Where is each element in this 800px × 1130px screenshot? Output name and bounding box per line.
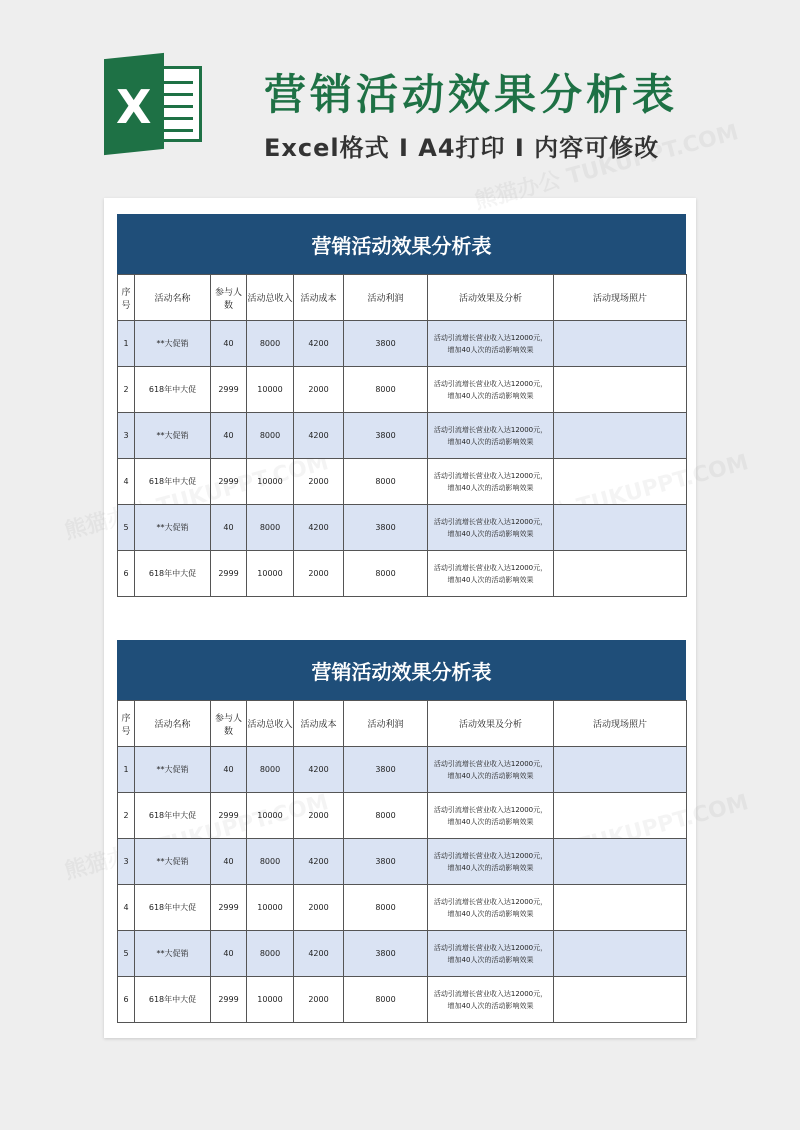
cell-cost[interactable]: 4200 (294, 839, 344, 885)
cell-participants[interactable]: 2999 (211, 367, 247, 413)
column-header-photo: 活动现场照片 (554, 701, 687, 747)
cell-income[interactable]: 8000 (247, 931, 294, 977)
sheet-title: 营销活动效果分析表 (117, 214, 686, 274)
table-header-row (118, 701, 687, 747)
page-title: 营销活动效果分析表 (264, 70, 679, 119)
cell-income[interactable]: 8000 (247, 747, 294, 793)
analysis-sheet-2 (117, 640, 686, 1023)
analysis-table (117, 274, 687, 597)
cell-profit[interactable]: 8000 (344, 459, 428, 505)
sheet-title: 营销活动效果分析表 (117, 640, 686, 700)
cell-cost[interactable]: 2000 (294, 551, 344, 597)
column-header-seq: 序号 (118, 275, 135, 321)
excel-logo-letter: X (116, 80, 152, 134)
table-row (118, 839, 687, 885)
analysis-sheet-1 (117, 214, 686, 597)
cell-seq[interactable]: 2 (118, 367, 135, 413)
cell-participants[interactable]: 2999 (211, 459, 247, 505)
cell-seq[interactable]: 2 (118, 793, 135, 839)
cell-name[interactable]: **大促销 (135, 747, 211, 793)
cell-seq[interactable]: 6 (118, 551, 135, 597)
cell-effect[interactable]: 活动引流增长营业收入达12000元，增加40人次的活动影响效果 (428, 505, 554, 551)
column-header-seq: 序号 (118, 701, 135, 747)
table-row (118, 367, 687, 413)
cell-photo[interactable] (554, 977, 687, 1023)
table-row (118, 931, 687, 977)
cell-name[interactable]: 618年中大促 (135, 551, 211, 597)
cell-income[interactable]: 10000 (247, 977, 294, 1023)
cell-effect[interactable]: 活动引流增长营业收入达12000元，增加40人次的活动影响效果 (428, 413, 554, 459)
cell-photo[interactable] (554, 793, 687, 839)
cell-name[interactable]: **大促销 (135, 839, 211, 885)
cell-name[interactable]: 618年中大促 (135, 367, 211, 413)
column-header-profit: 活动利润 (344, 275, 428, 321)
cell-photo[interactable] (554, 931, 687, 977)
table-row (118, 747, 687, 793)
cell-cost[interactable]: 4200 (294, 931, 344, 977)
cell-name[interactable]: **大促销 (135, 505, 211, 551)
cell-name[interactable]: 618年中大促 (135, 793, 211, 839)
cell-cost[interactable]: 4200 (294, 321, 344, 367)
cell-name[interactable]: **大促销 (135, 413, 211, 459)
cell-effect[interactable]: 活动引流增长营业收入达12000元，增加40人次的活动影响效果 (428, 747, 554, 793)
cell-income[interactable]: 8000 (247, 839, 294, 885)
table-row (118, 321, 687, 367)
page-subtitle: Excel格式 I A4打印 I 内容可修改 (264, 134, 660, 162)
column-header-name: 活动名称 (135, 275, 211, 321)
cell-cost[interactable]: 2000 (294, 977, 344, 1023)
cell-seq[interactable]: 3 (118, 413, 135, 459)
table-row (118, 505, 687, 551)
column-header-income: 活动总收入 (247, 701, 294, 747)
cell-profit[interactable]: 8000 (344, 885, 428, 931)
cell-income[interactable]: 8000 (247, 321, 294, 367)
cell-name[interactable]: 618年中大促 (135, 977, 211, 1023)
cell-photo[interactable] (554, 839, 687, 885)
column-header-participants: 参与人数 (211, 275, 247, 321)
cell-income[interactable]: 10000 (247, 459, 294, 505)
cell-effect[interactable]: 活动引流增长营业收入达12000元，增加40人次的活动影响效果 (428, 793, 554, 839)
cell-profit[interactable]: 3800 (344, 839, 428, 885)
cell-photo[interactable] (554, 885, 687, 931)
cell-profit[interactable]: 3800 (344, 321, 428, 367)
cell-seq[interactable]: 6 (118, 977, 135, 1023)
cell-effect[interactable]: 活动引流增长营业收入达12000元，增加40人次的活动影响效果 (428, 367, 554, 413)
cell-name[interactable]: **大促销 (135, 321, 211, 367)
cell-participants[interactable]: 40 (211, 747, 247, 793)
column-header-participants: 参与人数 (211, 701, 247, 747)
cell-cost[interactable]: 4200 (294, 505, 344, 551)
cell-profit[interactable]: 3800 (344, 413, 428, 459)
cell-income[interactable]: 10000 (247, 793, 294, 839)
cell-participants[interactable]: 40 (211, 931, 247, 977)
cell-photo[interactable] (554, 413, 687, 459)
cell-seq[interactable]: 4 (118, 885, 135, 931)
analysis-table (117, 700, 687, 1023)
cell-effect[interactable]: 活动引流增长营业收入达12000元，增加40人次的活动影响效果 (428, 321, 554, 367)
cell-effect[interactable]: 活动引流增长营业收入达12000元，增加40人次的活动影响效果 (428, 977, 554, 1023)
cell-income[interactable]: 10000 (247, 885, 294, 931)
cell-name[interactable]: **大促销 (135, 931, 211, 977)
cell-participants[interactable]: 2999 (211, 977, 247, 1023)
column-header-cost: 活动成本 (294, 701, 344, 747)
excel-logo-icon (104, 54, 206, 154)
cell-photo[interactable] (554, 505, 687, 551)
cell-effect[interactable]: 活动引流增长营业收入达12000元，增加40人次的活动影响效果 (428, 551, 554, 597)
column-header-income: 活动总收入 (247, 275, 294, 321)
cell-participants[interactable]: 40 (211, 505, 247, 551)
cell-participants[interactable]: 2999 (211, 793, 247, 839)
cell-photo[interactable] (554, 551, 687, 597)
table-row (118, 793, 687, 839)
cell-effect[interactable]: 活动引流增长营业收入达12000元，增加40人次的活动影响效果 (428, 839, 554, 885)
cell-participants[interactable]: 40 (211, 413, 247, 459)
cell-income[interactable]: 10000 (247, 367, 294, 413)
cell-income[interactable]: 8000 (247, 505, 294, 551)
cell-seq[interactable]: 4 (118, 459, 135, 505)
cell-cost[interactable]: 4200 (294, 413, 344, 459)
cell-name[interactable]: 618年中大促 (135, 885, 211, 931)
cell-seq[interactable]: 1 (118, 321, 135, 367)
cell-seq[interactable]: 5 (118, 505, 135, 551)
cell-photo[interactable] (554, 459, 687, 505)
cell-profit[interactable]: 3800 (344, 747, 428, 793)
column-header-cost: 活动成本 (294, 275, 344, 321)
cell-cost[interactable]: 2000 (294, 793, 344, 839)
column-header-photo: 活动现场照片 (554, 275, 687, 321)
column-header-effect: 活动效果及分析 (428, 701, 554, 747)
cell-profit[interactable]: 8000 (344, 551, 428, 597)
cell-photo[interactable] (554, 747, 687, 793)
cell-seq[interactable]: 5 (118, 931, 135, 977)
table-row (118, 413, 687, 459)
table-row (118, 977, 687, 1023)
column-header-profit: 活动利润 (344, 701, 428, 747)
cell-effect[interactable]: 活动引流增长营业收入达12000元，增加40人次的活动影响效果 (428, 931, 554, 977)
cell-participants[interactable]: 40 (211, 839, 247, 885)
cell-profit[interactable]: 3800 (344, 931, 428, 977)
cell-seq[interactable]: 1 (118, 747, 135, 793)
table-row (118, 551, 687, 597)
cell-cost[interactable]: 2000 (294, 885, 344, 931)
cell-participants[interactable]: 40 (211, 321, 247, 367)
cell-cost[interactable]: 2000 (294, 459, 344, 505)
cell-participants[interactable]: 2999 (211, 551, 247, 597)
column-header-name: 活动名称 (135, 701, 211, 747)
banner (0, 0, 800, 190)
cell-photo[interactable] (554, 321, 687, 367)
table-row (118, 885, 687, 931)
cell-income[interactable]: 10000 (247, 551, 294, 597)
table-header-row (118, 275, 687, 321)
cell-effect[interactable]: 活动引流增长营业收入达12000元，增加40人次的活动影响效果 (428, 885, 554, 931)
cell-name[interactable]: 618年中大促 (135, 459, 211, 505)
cell-income[interactable]: 8000 (247, 413, 294, 459)
cell-seq[interactable]: 3 (118, 839, 135, 885)
cell-profit[interactable]: 3800 (344, 505, 428, 551)
column-header-effect: 活动效果及分析 (428, 275, 554, 321)
cell-effect[interactable]: 活动引流增长营业收入达12000元，增加40人次的活动影响效果 (428, 459, 554, 505)
cell-participants[interactable]: 2999 (211, 885, 247, 931)
cell-cost[interactable]: 4200 (294, 747, 344, 793)
cell-profit[interactable]: 8000 (344, 793, 428, 839)
table-row (118, 459, 687, 505)
cell-profit[interactable]: 8000 (344, 977, 428, 1023)
cell-profit[interactable]: 8000 (344, 367, 428, 413)
cell-photo[interactable] (554, 367, 687, 413)
cell-cost[interactable]: 2000 (294, 367, 344, 413)
